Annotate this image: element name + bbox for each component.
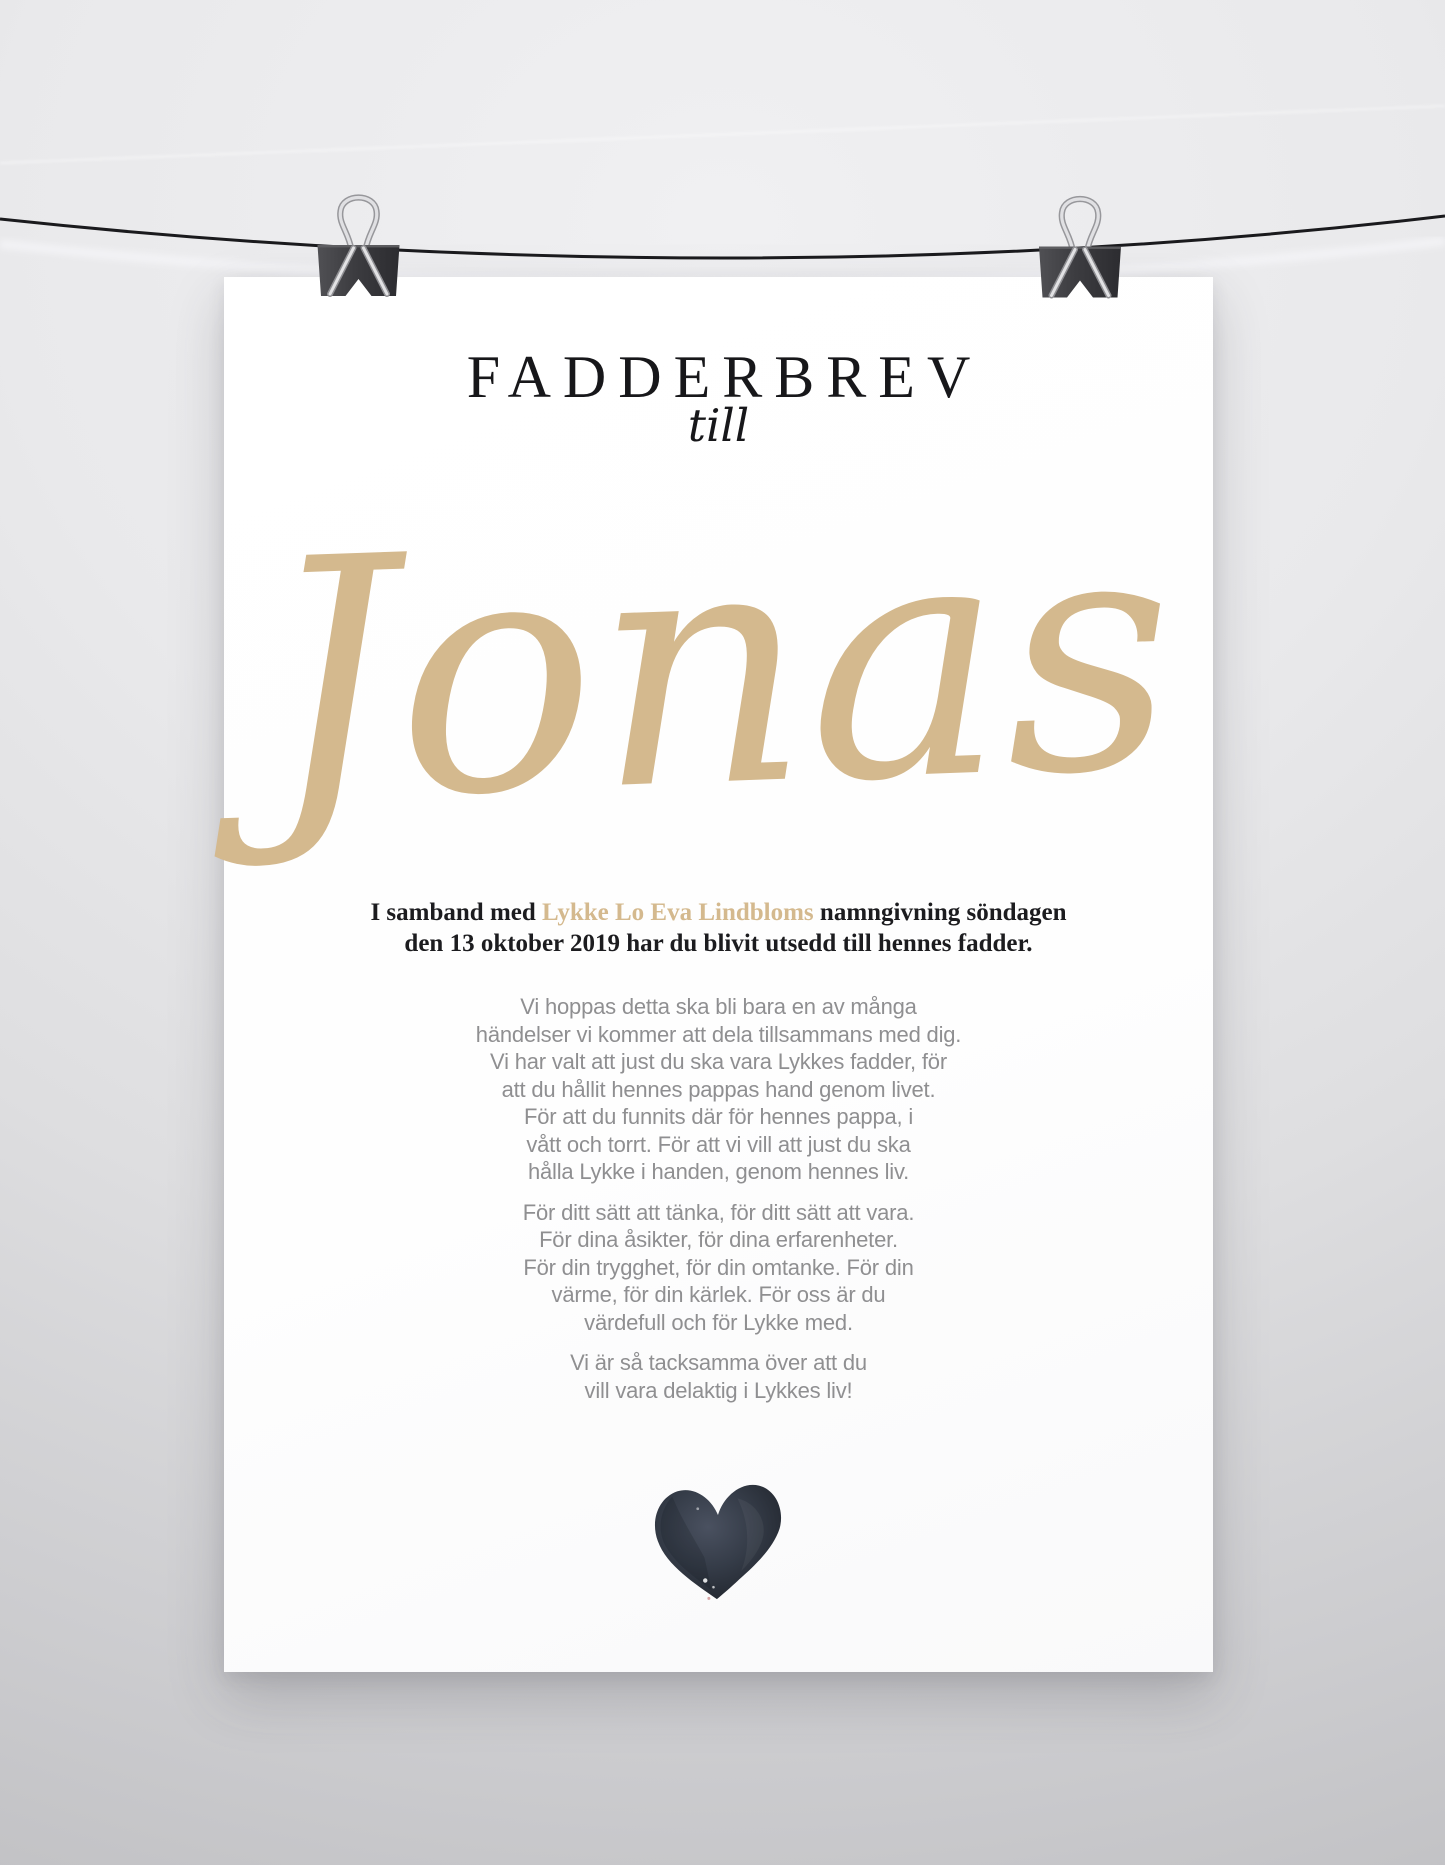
body-line: att du hållit hennes pappas hand genom livet. [501,1076,936,1102]
body-text [224,993,1213,1404]
paragraph-1 [224,993,1213,1186]
body-line: värme, för din kärlek. För oss är du [551,1282,886,1307]
body-line: För ditt sätt att tänka, för ditt sätt att vara. [522,1199,915,1225]
body-line: Vi är så tacksamma över att du [570,1350,867,1375]
poster-subtitle: till [687,399,750,452]
intro-line-1 [224,897,1213,928]
body-line: För dina åsikter, för dina erfarenheter. [539,1227,898,1252]
body-line: värdefull och för Lykke med. [584,1309,853,1335]
poster-title: FADDERBREV [466,344,983,410]
body-line: händelser vi kommer att dela tillsammans med dig. [475,1021,962,1047]
body-line: Vi hoppas detta ska bli bara en av många [520,994,917,1019]
paragraph-3 [224,1349,1213,1404]
heart-icon [641,1474,796,1614]
intro-line-2: den 13 oktober 2019 har du blivit utsedd till hennes fadder. [404,930,1033,957]
body-line: hålla Lykke i handen, genom hennes liv. [527,1159,910,1184]
highlighted-name: Lykke Lo Eva Lindbloms [542,899,814,926]
body-line: För att du funnits där för hennes pappa, i [523,1104,914,1129]
body-line: Vi har valt att just du ska vara Lykkes fadder, för [490,1049,947,1074]
intro-line-1-pre: I samband med [370,899,543,926]
poster [224,277,1213,1672]
body-line: vått och torrt. För att vi vill att just du ska [526,1131,911,1157]
intro-line-1-post: namngivning söndagen [813,899,1067,926]
paragraph-2 [224,1199,1213,1337]
intro-text [224,897,1213,959]
body-line: vill vara delaktig i Lykkes liv! [584,1377,853,1403]
wall-crease [0,106,1445,163]
body-line: För din trygghet, för din omtanke. För din [523,1254,914,1280]
recipient-name: Jonas [257,459,1180,875]
